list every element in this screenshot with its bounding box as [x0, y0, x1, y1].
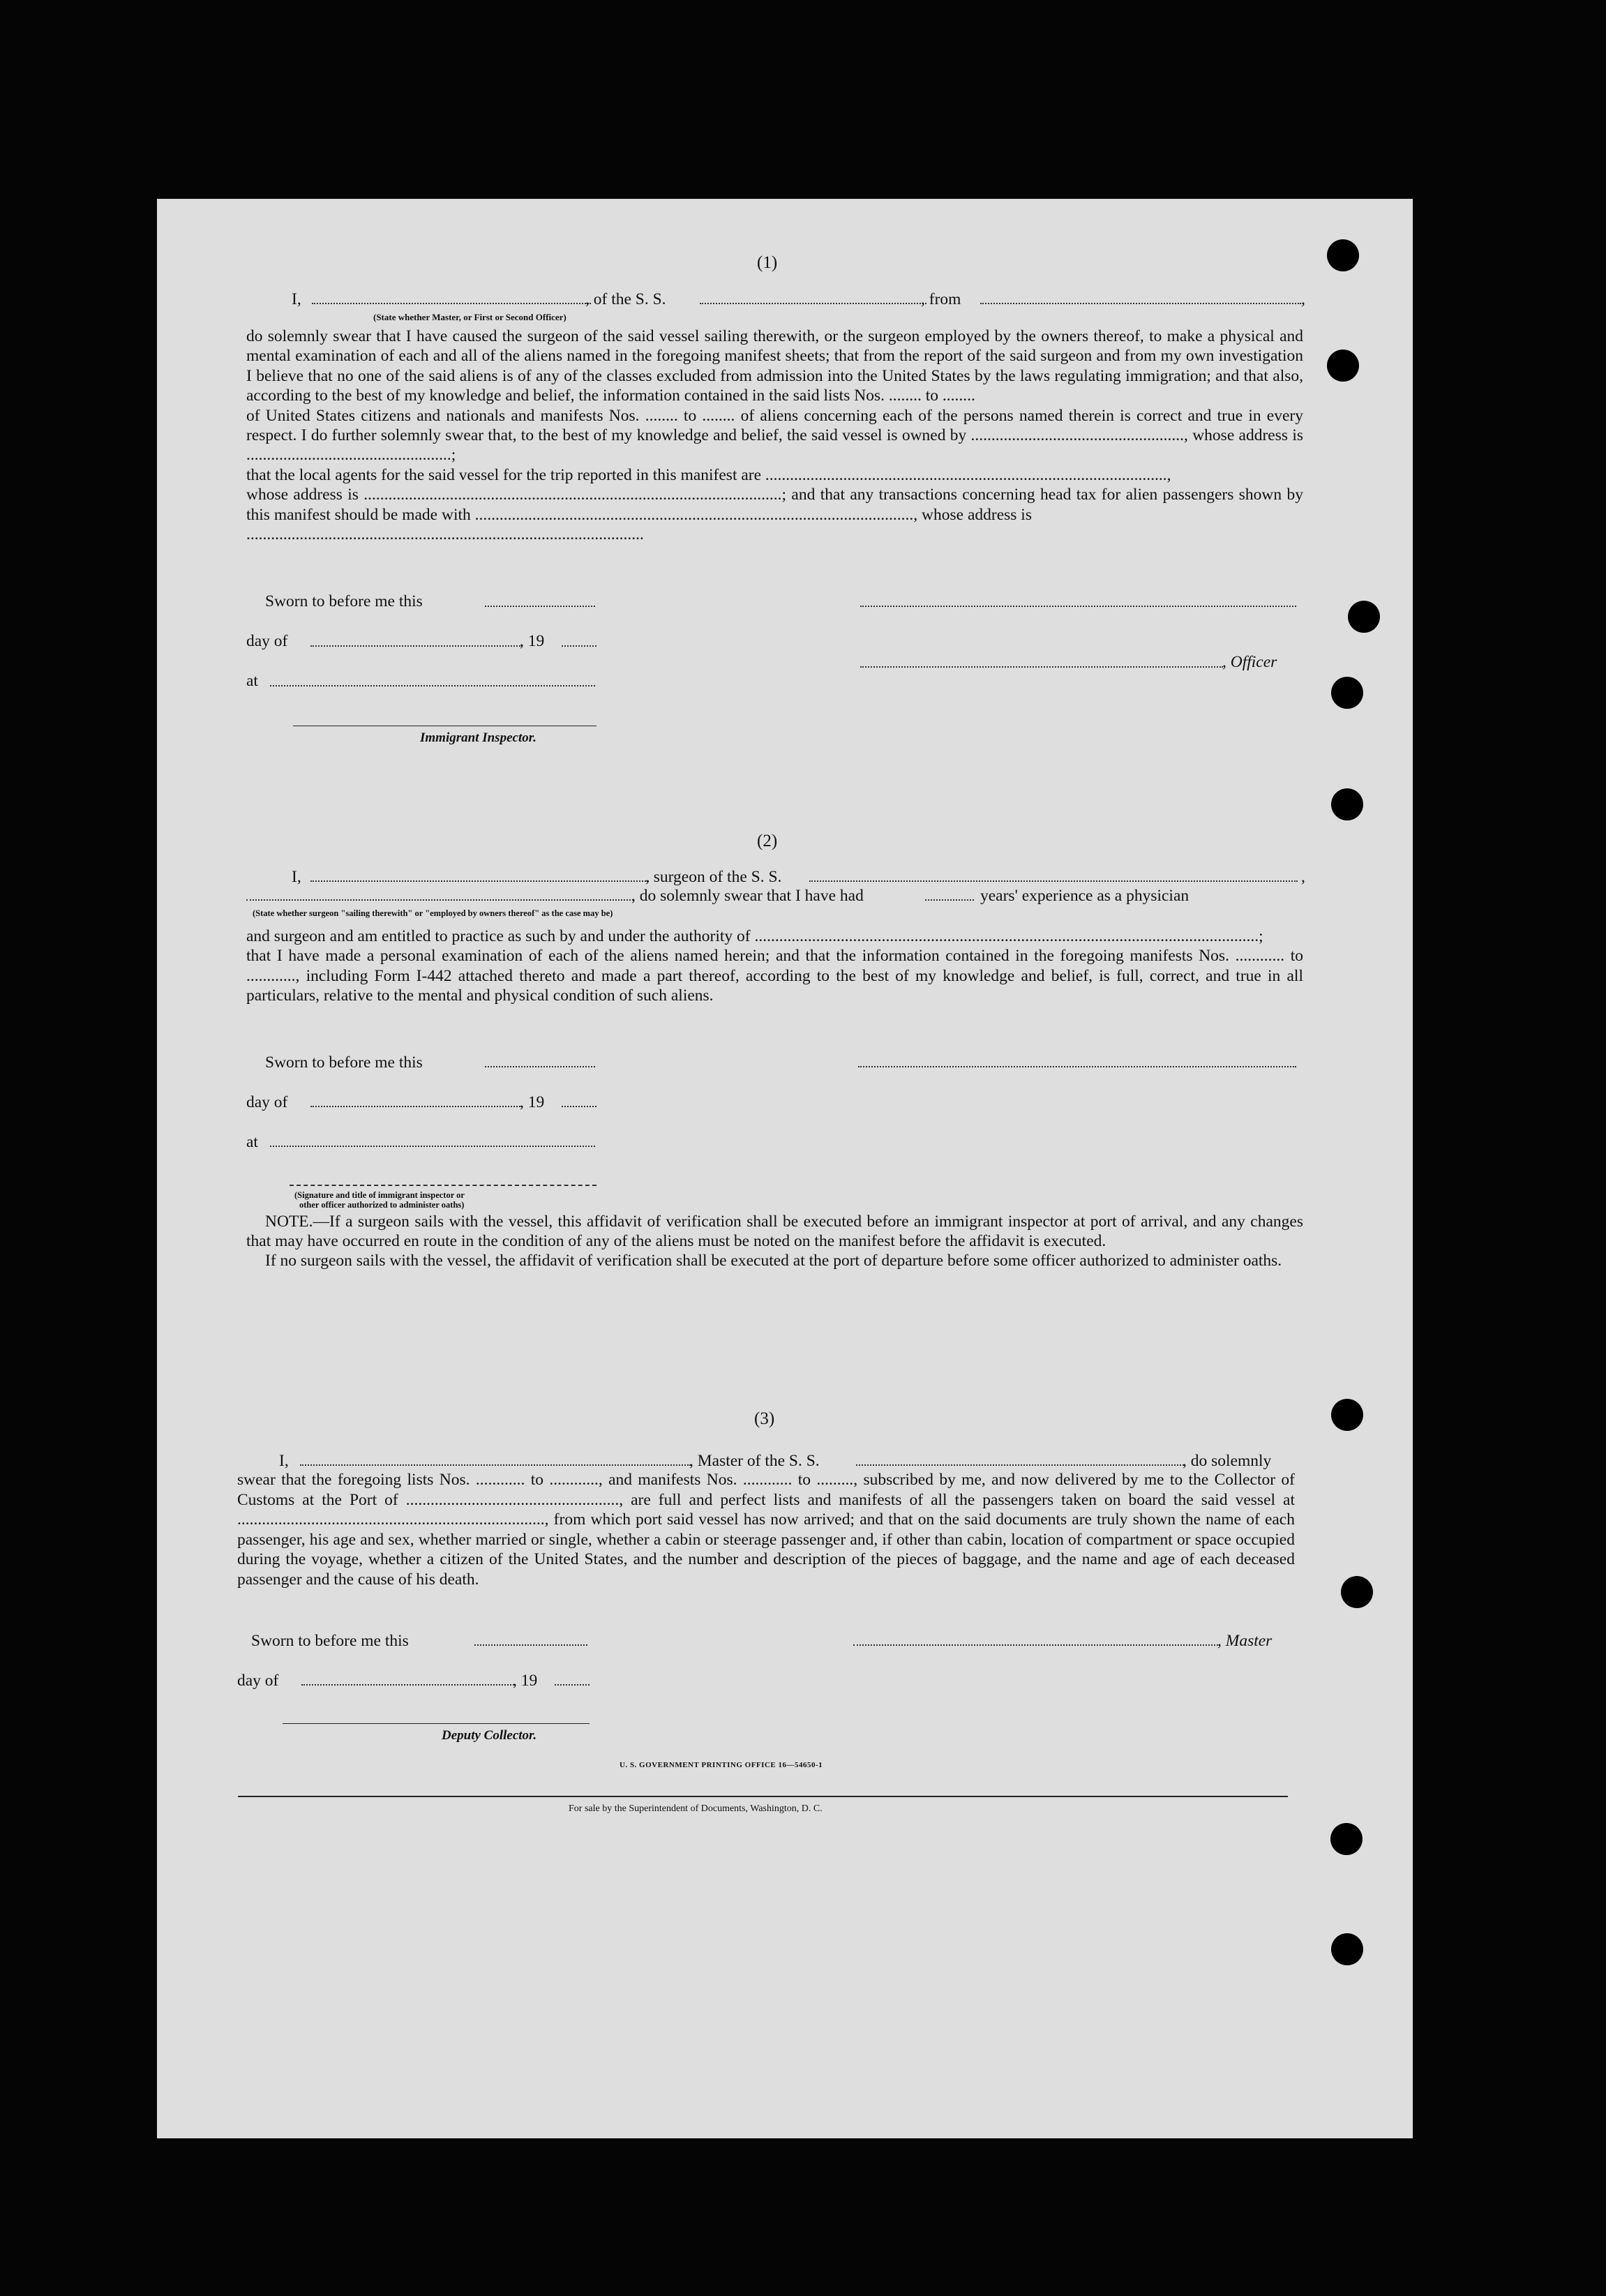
- at-label-2: at: [246, 1133, 258, 1151]
- at-field-2[interactable]: [270, 1146, 595, 1147]
- year-field-1[interactable]: [562, 645, 596, 647]
- printing-office-line: U. S. GOVERNMENT PRINTING OFFICE 16—54650-1: [620, 1761, 823, 1769]
- officer-title-field[interactable]: [312, 303, 591, 304]
- surgeon-status-field[interactable]: [246, 899, 633, 901]
- binder-hole-icon: [1341, 1576, 1373, 1608]
- section-3-i: I,: [279, 1452, 289, 1470]
- signature-note-line-2: other officer authorized to administer oaths): [299, 1200, 465, 1210]
- day-of-label-1: day of: [246, 632, 288, 650]
- section-1-i: I,: [292, 290, 301, 308]
- officer-signature-field[interactable]: [860, 606, 1296, 607]
- section-1-body: [246, 327, 1303, 544]
- binder-hole-icon: [1348, 601, 1380, 633]
- section-3-number: (3): [754, 1409, 775, 1428]
- day-of-label-2: day of: [246, 1093, 288, 1111]
- binder-hole-icon: [1331, 1933, 1363, 1965]
- day-of-field-3[interactable]: [301, 1684, 514, 1686]
- form-page: [157, 199, 1413, 2138]
- section-3-body: [237, 1470, 1295, 1589]
- sworn-label-1: Sworn to before me this: [265, 592, 423, 610]
- binder-hole-icon: [1331, 788, 1363, 820]
- master-label-text: , Master: [1217, 1632, 1273, 1650]
- binder-hole-icon: [1331, 677, 1363, 709]
- sworn-date-field-1[interactable]: [485, 606, 595, 607]
- binder-hole-icon: [1330, 1823, 1363, 1855]
- section-1-comma: ,: [1301, 290, 1305, 308]
- section-2-i: I,: [292, 868, 301, 886]
- section-1-paragraph: do solemnly swear that I have caused the surgeon of the said vessel sailing therewith, or the surgeon employed by the owners thereof, to make a physical and mental examination of each and all of the aliens named in the foregoing manifest sheets; that from the report of the said surgeon and from my own investigation I believe that no one of the said aliens is of any of the classes excluded from admission into the United States by the laws regulating immigration; and that also, according to the best of my knowledge and belief, the information contained in the said lists Nos. ........ to ........: [246, 327, 1303, 405]
- year-field-2[interactable]: [562, 1106, 596, 1107]
- sworn-label-2: Sworn to before me this: [265, 1053, 423, 1072]
- section-3-paragraph: swear that the foregoing lists Nos. ............ to ............, and manifests Nos. ............ to ........., subscribed by me, and now delivered by me to the Collector of Customs at the Port of ...................................................., are full and perfect lists and manifests of all the passengers taken on board the said vessel at ..........................................................................., from which port said vessel has now arrived; and that on the said documents are truly shown the name of each passenger, his age and sex, whether married or single, whether a cabin or steerage passenger and, if other than cabin, location of compartment or space occupied during the voyage, whether a citizen of the United States, and the number and description of the pieces of baggage, and the name and age of each deceased passenger and the cause of his death.: [237, 1471, 1295, 1589]
- year-field-3[interactable]: [555, 1684, 590, 1686]
- day-of-label-3: day of: [237, 1672, 279, 1690]
- do-solemnly-label: , do solemnly: [1183, 1452, 1272, 1470]
- year-label-3: , 19: [513, 1672, 538, 1690]
- sworn-date-field-2[interactable]: [485, 1066, 595, 1067]
- binder-hole-icon: [1327, 239, 1359, 271]
- section-1-paragraph: whose address is ......................................................................................................; and that any transactions concerning head tax for alien passengers shown by this manifest should be made with ..........................................................................................................., whose address is: [246, 486, 1303, 524]
- at-label-1: at: [246, 672, 258, 690]
- years-field[interactable]: [925, 899, 974, 901]
- binder-hole-icon: [1331, 1399, 1363, 1431]
- sworn-date-field-3[interactable]: [474, 1644, 587, 1646]
- authorized-officer-signature-line[interactable]: [290, 1185, 596, 1186]
- officer-label: [1222, 652, 1277, 673]
- surgeon-of-label: , surgeon of the S. S.: [645, 868, 782, 886]
- at-field-1[interactable]: [270, 685, 595, 686]
- inspector-label: Immigrant Inspector.: [420, 730, 536, 745]
- sale-notice: For sale by the Superintendent of Documents, Washington, D. C.: [569, 1803, 823, 1814]
- footer-rule: [238, 1796, 1288, 1797]
- sworn-label-3: Sworn to before me this: [251, 1632, 409, 1650]
- surgeon-signature-field[interactable]: [858, 1066, 1296, 1067]
- surgeon-status-note: (State whether surgeon "sailing therewith" or "employed by owners thereof" as the case may be): [253, 908, 613, 918]
- binder-hole-icon: [1327, 350, 1359, 382]
- master-of-label: , Master of the S. S.: [689, 1452, 820, 1470]
- section-1-paragraph: of United States citizens and nationals and manifests Nos. ........ to ........ of aliens concerning each of the persons named therein is correct and true in every respect. I do further solemnly swear that, to the best of my knowledge and belief, the said vessel is owned by ...................................................., whose address is ..................................................;: [246, 406, 1303, 465]
- master-label: [1217, 1631, 1272, 1651]
- surgeon-name-field[interactable]: [310, 880, 649, 882]
- collector-signature-line[interactable]: [283, 1723, 590, 1724]
- master-vessel-field[interactable]: [856, 1464, 1184, 1466]
- officer-label-text: , Officer: [1222, 653, 1277, 671]
- day-of-field-2[interactable]: [310, 1106, 523, 1107]
- year-label-2: , 19: [520, 1093, 545, 1111]
- from-label: , from: [921, 290, 961, 308]
- section-2-paragraph: that I have made a personal examination of each of the aliens named herein; and that the information contained in the foregoing manifests Nos. ............ to ............, including Form I-442 attached thereto and made a part thereof, according to the best of my knowledge and belief, is full, correct, and true in all particulars, relative to the mental and physical condition of such aliens.: [246, 947, 1303, 1005]
- master-signature-field[interactable]: [853, 1644, 1218, 1646]
- note-text-1: —If a surgeon sails with the vessel, this affidavit of verification shall be executed before an immigrant inspector at port of arrival, and any changes that may have occurred en route in the condition of any of the aliens must be noted on the manifest before the affidavit is executed.: [246, 1213, 1303, 1250]
- note-paragraph-2: If no surgeon sails with the vessel, the affidavit of verification shall be executed at the port of departure before some officer authorized to administer oaths.: [265, 1252, 1282, 1270]
- surgeon-vessel-field[interactable]: [809, 880, 1298, 882]
- section-1-number: (1): [757, 253, 778, 272]
- officer-title-note: (State whether Master, or First or Second Officer): [373, 312, 566, 322]
- swear-label: , do solemnly swear that I have had: [631, 887, 864, 905]
- vessel-name-field[interactable]: [700, 303, 926, 304]
- section-1-paragraph: .................................................................................................: [246, 525, 644, 544]
- day-of-field-1[interactable]: [310, 645, 523, 647]
- from-port-field[interactable]: [980, 303, 1301, 304]
- section-2-number: (2): [757, 832, 778, 850]
- collector-label: Deputy Collector.: [442, 1728, 537, 1743]
- master-name-field[interactable]: [300, 1464, 691, 1466]
- section-1-paragraph: that the local agents for the said vessel for the trip reported in this manifest are ..................................................................................................,: [246, 465, 1171, 484]
- section-2-paragraph: and surgeon and am entitled to practice as such by and under the authority of ...........................................................................................................................;: [246, 927, 1263, 945]
- section-2-comma: ,: [1301, 868, 1305, 886]
- years-label: years' experience as a physician: [980, 887, 1190, 905]
- section-2-body: [246, 926, 1303, 1006]
- year-label-1: , 19: [520, 632, 545, 650]
- note-label: NOTE.: [265, 1213, 313, 1231]
- signature-note-line-1: (Signature and title of immigrant inspector or: [294, 1190, 465, 1200]
- surgeon-note: [246, 1212, 1303, 1270]
- of-ss-label: , of the S. S.: [585, 290, 666, 308]
- officer-name-field[interactable]: [860, 666, 1223, 668]
- note-paragraph-1: [246, 1212, 1303, 1251]
